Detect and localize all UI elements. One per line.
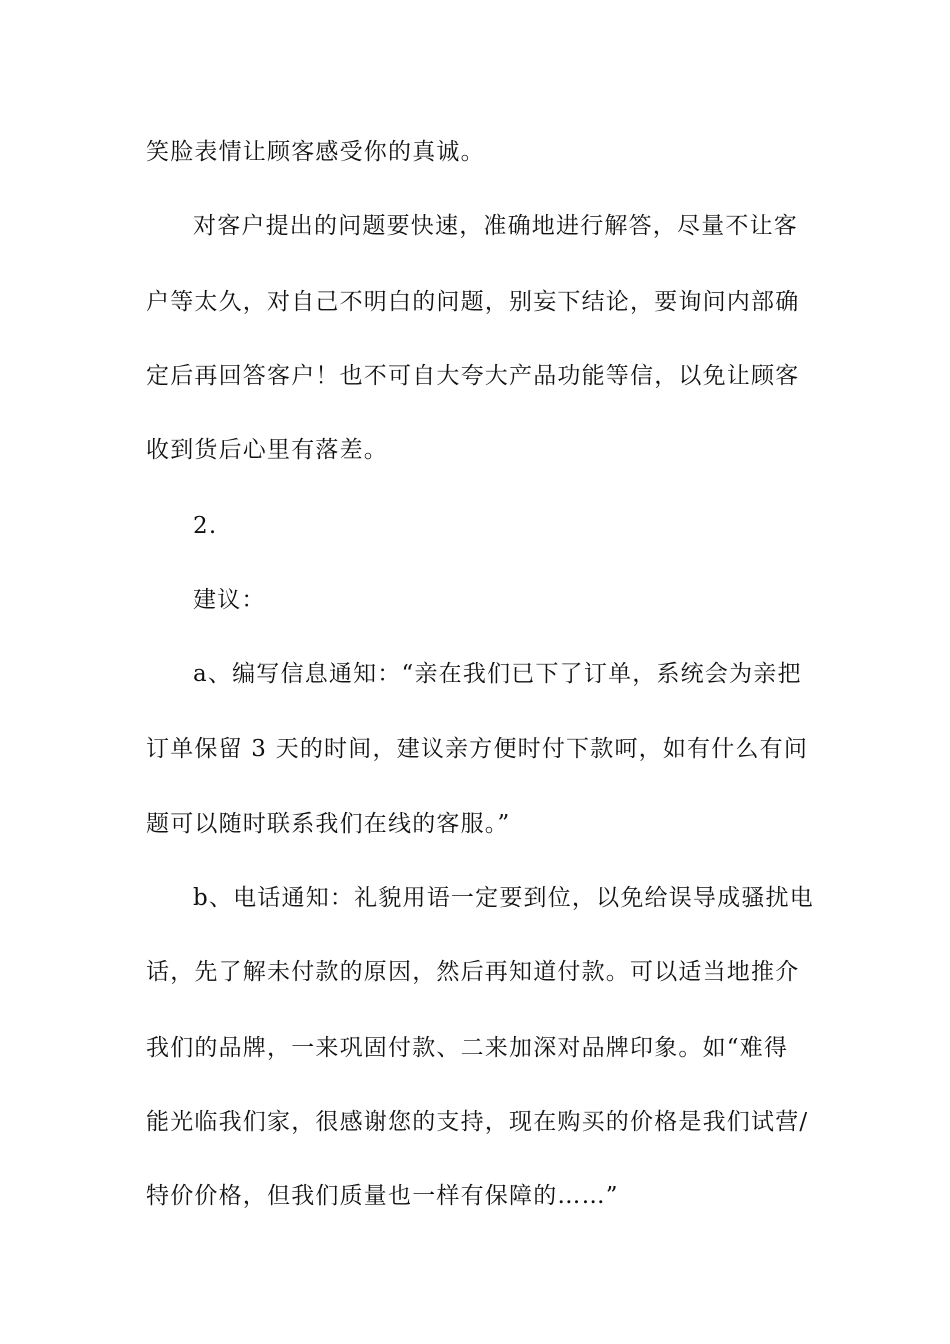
section-heading: 建议： bbox=[193, 587, 266, 613]
text-line: 我们的品牌，一来巩固付款、二来加深对品牌印象。如“难得 bbox=[146, 1035, 789, 1061]
text-line: 特价价格，但我们质量也一样有保障的……” bbox=[146, 1183, 619, 1209]
text-line: 收到货后心里有落差。 bbox=[146, 437, 388, 463]
text-line: a、编写信息通知：“亲在我们已下了订单，系统会为亲把 bbox=[193, 661, 802, 687]
text-line: 话，先了解未付款的原因，然后再知道付款。可以适当地推介 bbox=[146, 959, 800, 985]
text-line: 能光临我们家，很感谢您的支持，现在购买的价格是我们试营/ bbox=[146, 1109, 809, 1135]
text-line: 订单保留 3 天的时间，建议亲方便时付下款呵，如有什么有问 bbox=[146, 736, 809, 762]
text-line: 定后再回答客户！也不可自大夸大产品功能等信，以免让顾客 bbox=[146, 363, 800, 389]
section-number: 2. bbox=[193, 513, 218, 539]
text-line: 户等太久，对自己不明白的问题，别妄下结论，要询问内部确 bbox=[146, 289, 800, 315]
text-line: 笑脸表情让顾客感受你的真诚。 bbox=[146, 139, 485, 165]
text-line: 题可以随时联系我们在线的客服。” bbox=[146, 811, 511, 837]
text-line: 对客户提出的问题要快速，准确地进行解答，尽量不让客 bbox=[193, 213, 798, 239]
text-line: b、电话通知：礼貌用语一定要到位，以免给误导成骚扰电 bbox=[193, 885, 814, 911]
